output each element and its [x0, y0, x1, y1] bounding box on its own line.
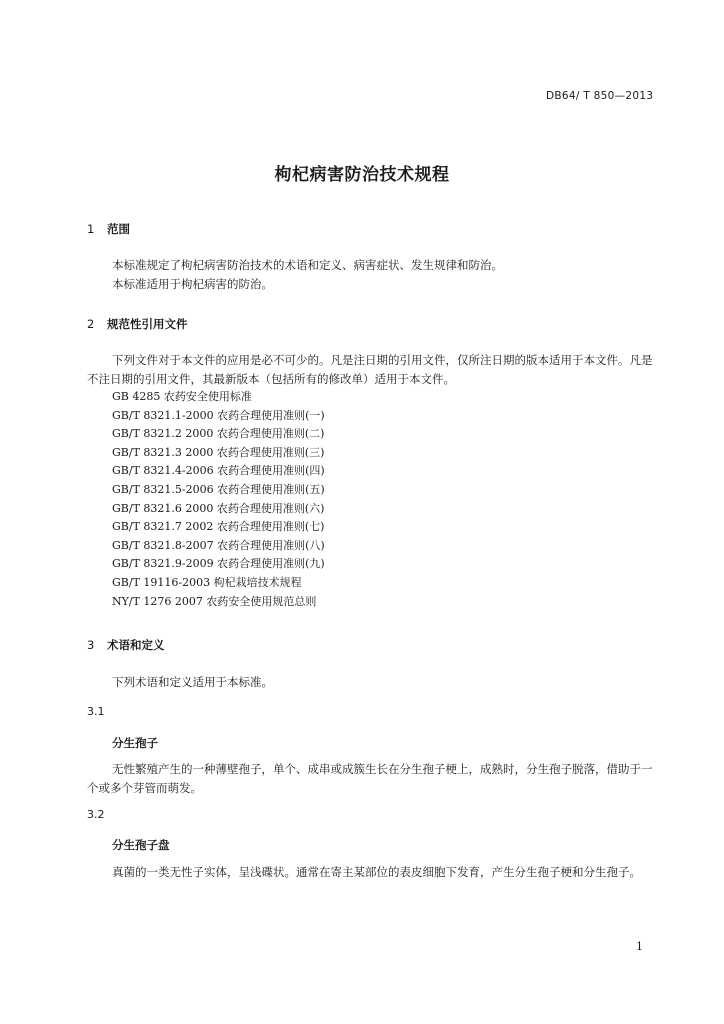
reference-item: NY/T 1276 2007 农药安全使用规范总则 — [112, 594, 317, 608]
reference-item: GB/T 8321.9-2009 农药合理使用准则(九) — [112, 557, 325, 571]
paragraph: 下列文件对于本文件的应用是必不可少的。凡是注日期的引用文件，仅所注日期的版本适用于本文件。凡是不注日期的引用文件，其最新版本（包括所有的修改单）适用于本文件。 — [87, 353, 653, 386]
reference-item: GB/T 8321.6 2000 农药合理使用准则(六) — [112, 501, 325, 515]
normative-references-list — [112, 388, 612, 611]
reference-item: GB/T 8321.5-2006 农药合理使用准则(五) — [112, 482, 325, 496]
term-name: 分生孢子盘 — [112, 838, 170, 852]
reference-item: GB/T 8321.4-2006 农药合理使用准则(四) — [112, 464, 325, 478]
reference-item: GB/T 19116-2003 枸杞栽培技术规程 — [112, 575, 302, 589]
document-title: 枸杞病害防治技术规程 — [274, 165, 450, 185]
page-number: 1 — [636, 940, 643, 953]
section-title: 术语和定义 — [107, 638, 165, 652]
section-number: 2 — [87, 317, 95, 331]
section-title: 规范性引用文件 — [107, 317, 188, 331]
term-definition: 真菌的一类无性子实体，呈浅碟状。通常在寄主某部位的表皮细胞下发育，产生分生孢子梗和分生孢子。 — [112, 865, 641, 879]
term-name: 分生孢子 — [112, 736, 158, 750]
section-1-heading — [87, 221, 130, 237]
paragraph: 本标准适用于枸杞病害的防治。 — [112, 277, 273, 291]
section-number: 1 — [87, 222, 95, 236]
reference-item: GB 4285 农药安全使用标准 — [112, 390, 252, 403]
section-2-heading — [87, 316, 188, 332]
reference-item: GB/T 8321.1-2000 农药合理使用准则(一) — [112, 408, 325, 422]
clause-number: 3.2 — [87, 808, 105, 821]
paragraph: 下列术语和定义适用于本标准。 — [112, 675, 273, 689]
reference-item: GB/T 8321.8-2007 农药合理使用准则(八) — [112, 538, 325, 552]
term-definition: 无性繁殖产生的一种薄壁孢子，单个、成串或成簇生长在分生孢子梗上，成熟时，分生孢子脱落，借助于一个或多个芽管而萌发。 — [87, 762, 653, 795]
document-number: DB64/ T 850—2013 — [546, 90, 654, 102]
section-number: 3 — [87, 638, 95, 652]
paragraph: 本标准规定了枸杞病害防治技术的术语和定义、病害症状、发生规律和防治。 — [112, 258, 503, 272]
section-title: 范围 — [107, 222, 130, 236]
reference-item: GB/T 8321.2 2000 农药合理使用准则(二) — [112, 427, 325, 441]
reference-item: GB/T 8321.7 2002 农药合理使用准则(七) — [112, 520, 325, 534]
section-3-heading — [87, 637, 165, 653]
clause-number: 3.1 — [87, 705, 105, 718]
reference-item: GB/T 8321.3 2000 农药合理使用准则(三) — [112, 445, 325, 459]
